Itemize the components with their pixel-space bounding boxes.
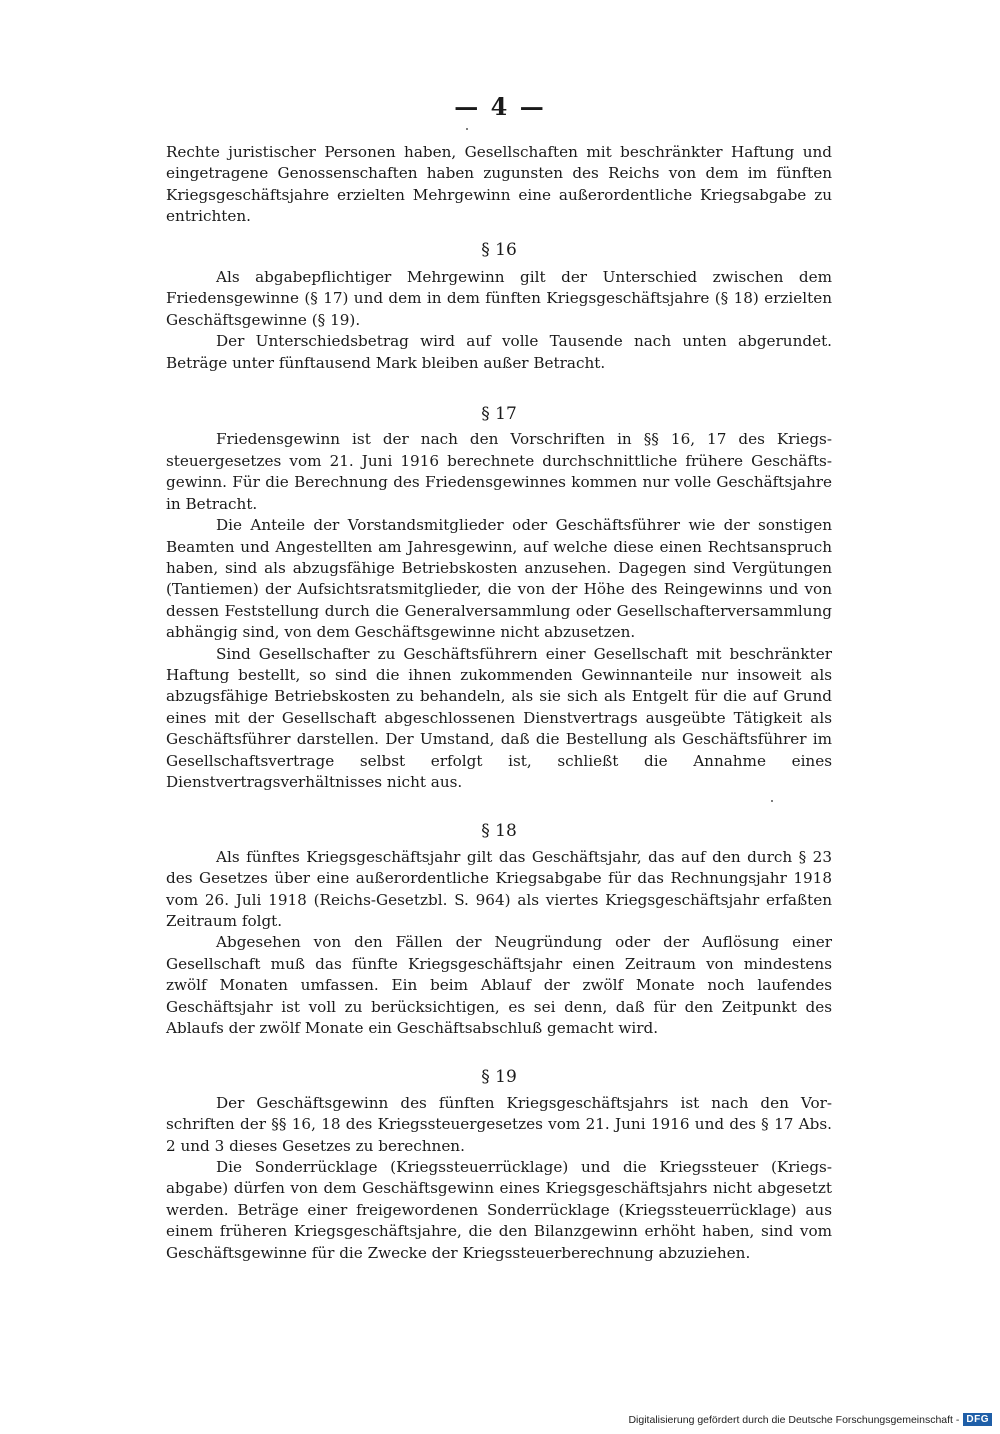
page-number: — 4 — [454, 92, 546, 121]
paragraph: Die Sonderrücklage (Kriegssteuerrücklage) und die Kriegssteuer (Kriegsabgabe) dürfen von dem Geschäftsgewinn eines Kriegsgeschäftsjahrs nicht abgesetzt werden. Beträge einer freigewordenen Sonderrücklage (Kriegssteuerrücklage) aus einem früheren Kriegsgeschäftsjahre, die den Bilanzgewinn erhöht haben, sind vom Geschäftsgewinne für die Zwecke der Kriegssteuerberechnung abzuziehen. [166, 1158, 832, 1262]
paragraph: Als fünftes Kriegsgeschäftsjahr gilt das Geschäftsjahr, das auf den durch § 23 des Gesetzes über eine außerordentliche Kriegsabgabe für das Rechnungsjahr 1918 vom 26. Juli 1918 (Reichs-Gesetzbl. S. 964) als viertes Kriegsgeschäftsjahr erfaßten Zeitraum folgt. [166, 847, 832, 930]
paragraph: Rechte juristischer Personen haben, Gesellschaften mit beschränkter Haftung und eingetragene Genossenschaften haben zugunsten des Reichs von dem im fünften Kriegsgeschäftsjahre erzielten Mehrgewinn eine außerordentliche Kriegsabgabe zu entrichten. [166, 143, 832, 226]
paragraph: Friedensgewinn ist der nach den Vorschriften in §§ 16, 17 des Kriegssteuergesetzes vom 21. Juni 1916 berechnete durchschnittliche frühere Geschäftsgewinn. Für die Berechnung des Friedensgewinnes kommen nur volle Geschäftsjahre in Betracht. [166, 430, 832, 513]
digitization-footer [628, 1413, 992, 1426]
paragraph: Sind Gesellschafter zu Geschäftsführern einer Gesellschaft mit beschränkter Haftung bestellt, so sind die ihnen zukommenden Gewinnanteile nur insoweit als abzugsfähige Betriebskosten zu behandeln, als sie sich als Entgelt für die auf Grund eines mit der Gesellschaft abgeschlossenen Dienstvertrags ausgeübte Tätigkeit als Geschäftsführer darstellen. Der Umstand, daß die Bestellung als Geschäftsführer im Gesellschaftsvertrage selbst erfolgt ist, schließt die Annahme eines Dienstvertragsverhältnisses nicht aus. [166, 644, 832, 791]
section-heading: § 19 [481, 1067, 517, 1088]
dfg-logo: DFG [963, 1413, 992, 1426]
section-heading: § 16 [481, 239, 517, 260]
paragraph: Der Geschäftsgewinn des fünften Kriegsgeschäftsjahrs ist nach den Vorschriften der §§ 16, 18 des Kriegssteuergesetzes vom 21. Juni 1916 und des § 17 Abs. 2 und 3 dieses Gesetzes zu berechnen. [166, 1093, 832, 1155]
section-heading: § 17 [481, 404, 517, 425]
scan-speck [466, 128, 468, 130]
paragraph: Als abgabepflichtiger Mehrgewinn gilt der Unterschied zwischen dem Friedensgewinne (§ 17) und dem in dem fünften Kriegsgeschäftsjahre (§ 18) erzielten Geschäftsgewinne (§ 19). [166, 268, 832, 329]
section-heading: § 18 [481, 821, 517, 842]
footer-credit: Digitalisierung gefördert durch die Deutsche Forschungsgemeinschaft - [628, 1413, 960, 1426]
paragraph: Der Unterschiedsbetrag wird auf volle Tausende nach unten abgerundet. Beträge unter fünftausend Mark bleiben außer Betracht. [166, 332, 832, 372]
document-body [166, 142, 832, 1264]
scan-speck [771, 800, 773, 802]
paragraph: Abgesehen von den Fällen der Neugründung oder der Auflösung einer Gesellschaft muß das fünfte Kriegsgeschäftsjahr einen Zeitraum von mindestens zwölf Monaten umfassen. Ein beim Ablauf der zwölf Monate noch laufendes Geschäftsjahr ist voll zu berücksichtigen, es sei denn, daß für den Zeitpunkt des Ablaufs der zwölf Monate ein Geschäftsabschluß gemacht wird. [166, 933, 832, 1038]
paragraph: Die Anteile der Vorstandsmitglieder oder Geschäftsführer wie der sonstigen Beamten und Angestellten am Jahresgewinn, auf welche diese einen Rechtsanspruch haben, sind als abzugsfähige Betriebskosten anzusehen. Dagegen sind Vergütungen (Tantiemen) der Aufsichtsratsmitglieder, die von der Höhe des Reingewinns und von dessen Feststellung durch die Generalversammlung oder Gesellschafterversammlung abhängig sind, von dem Geschäftsgewinne nicht abzusetzen. [166, 516, 832, 642]
